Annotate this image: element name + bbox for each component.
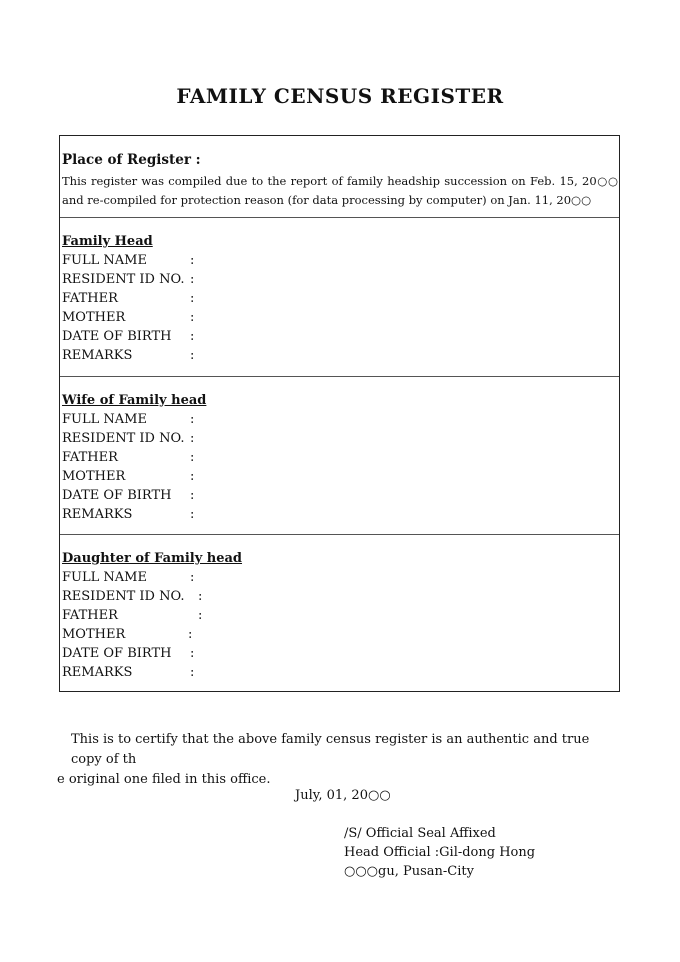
field-colon: : [190,253,195,268]
field-resident-id [62,587,202,606]
field-label: RESIDENT ID NO. [62,589,185,604]
field-colon: : [190,412,195,427]
field-father [62,289,194,308]
field-colon: : [190,291,195,306]
certification-line: This is to certify that the above family census register is an authentic and true copy of th [71,732,590,767]
field-colon: : [190,469,195,484]
field-label: FATHER [62,450,118,465]
field-full-name [62,251,194,270]
field-label: REMARKS [62,348,133,363]
issue-date: July, 01, 20○○ [295,788,391,803]
field-full-name [62,410,194,429]
field-colon: : [190,570,195,585]
field-remarks [62,505,194,524]
field-label: REMARKS [62,507,133,522]
place-of-register-section [60,136,619,218]
field-colon: : [190,348,195,363]
field-colon: : [198,589,203,604]
field-remarks [62,346,194,365]
field-colon: : [190,310,195,325]
field-label: MOTHER [62,627,126,642]
place-of-register-text: This register was compiled due to the report of family headship succession on Feb. 15, 20○○ and re-compiled for protection reason (for data processing by computer) on Jan. 11, 20○○ [62,174,618,207]
field-label: MOTHER [62,310,126,325]
section-heading: Daughter of Family head [62,551,243,566]
field-father [62,448,194,467]
register-table [59,135,620,692]
field-label: FULL NAME [62,412,147,427]
field-label: FULL NAME [62,570,147,585]
field-colon: : [190,272,195,287]
field-resident-id [62,429,194,448]
section-heading: Wife of Family head [62,393,207,408]
certification-line: e original one filed in this office. [57,772,271,787]
field-label: FATHER [62,291,118,306]
field-colon: : [190,431,195,446]
field-colon: : [190,488,195,503]
field-colon: : [190,450,195,465]
field-mother [62,625,192,644]
field-label: REMARKS [62,665,133,680]
field-label: DATE OF BIRTH [62,488,172,503]
field-colon: : [198,608,203,623]
field-date-of-birth [62,327,194,346]
field-colon: : [190,646,195,661]
field-colon: : [190,329,195,344]
field-label: RESIDENT ID NO. [62,272,185,287]
place-of-register-heading: Place of Register : [62,152,201,168]
field-father [62,606,202,625]
field-colon: : [190,665,195,680]
field-colon: : [188,627,193,642]
field-resident-id [62,270,194,289]
section-heading: Family Head [62,234,153,249]
office-location-line: ○○○gu, Pusan-City [344,864,474,879]
field-mother [62,467,194,486]
wife-section [60,377,619,535]
field-remarks [62,663,194,682]
field-mother [62,308,194,327]
family-head-section [60,218,619,377]
field-label: MOTHER [62,469,126,484]
head-official-line: Head Official :Gil-dong Hong [344,845,536,860]
official-seal-line: /S/ Official Seal Affixed [344,826,496,841]
field-label: FATHER [62,608,118,623]
field-label: RESIDENT ID NO. [62,431,185,446]
field-colon: : [190,507,195,522]
field-date-of-birth [62,486,194,505]
field-label: DATE OF BIRTH [62,646,172,661]
field-label: DATE OF BIRTH [62,329,172,344]
daughter-section [60,535,619,691]
document-title: FAMILY CENSUS REGISTER [176,84,504,108]
field-date-of-birth [62,644,194,663]
field-label: FULL NAME [62,253,147,268]
certification-statement [57,730,620,790]
field-full-name [62,568,194,587]
